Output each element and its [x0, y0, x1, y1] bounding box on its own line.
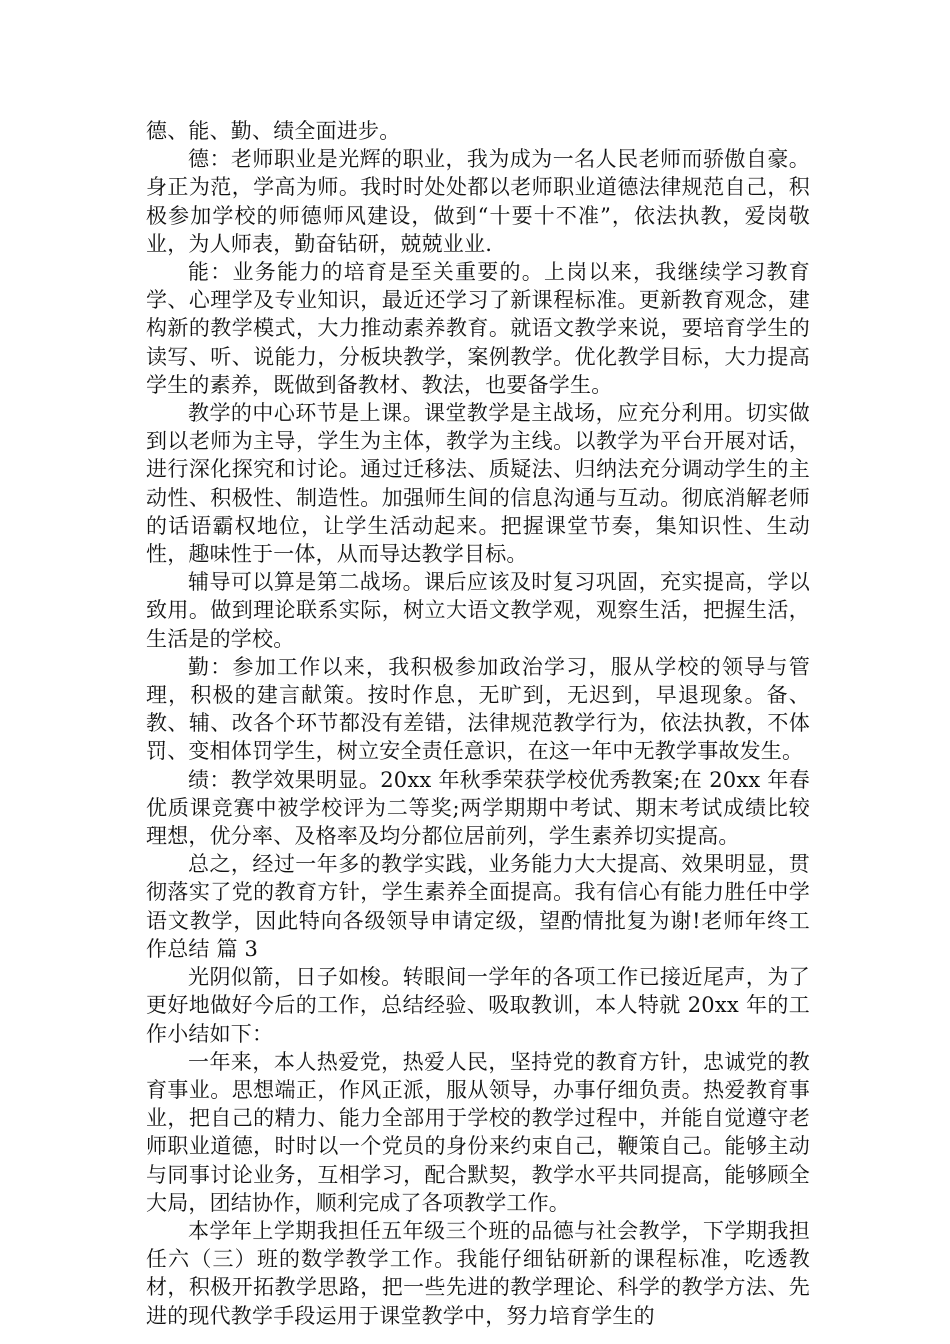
paragraph-teaching-core: 教学的中心环节是上课。课堂教学是主战场，应充分利用。切实做到以老师为主导，学生为主体，教学为主线。以教学为平台开展对话，进行深化探究和讨论。通过迁移法、质疑法、归纳法充分调动学生的主动性、积极性、制造性。加强师生间的信息沟通与互动。彻底消解老师的话语霸权地位，让学生活动起来。把握课堂节奏，集知识性、生动性，趣味性于一体，从而导达教学目标。 — [146, 401, 810, 567]
paragraph-opening: 德、能、勤、绩全面进步。 — [146, 119, 401, 143]
paragraph-conclusion: 总之，经过一年多的教学实践，业务能力大大提高、效果明显，贯彻落实了党的教育方针，学生素养全面提高。我有信心有能力胜任中学语文教学，因此特向各级领导申请定级，望酌情批复为谢!老师年终工作总结 篇 3 — [146, 852, 810, 961]
paragraph-ability: 能：业务能力的培育是至关重要的。上岗以来，我继续学习教育学、心理学及专业知识，最近还学习了新课程标准。更新教育观念，建构新的教学模式，大力推动素养教育。就语文教学来说，要培育学生的读写、听、说能力，分板块教学，案例教学。优化教学目标，大力提高学生的素养，既做到备教材、教法，也要备学生。 — [146, 260, 810, 397]
paragraph-achievement: 绩：教学效果明显。20xx 年秋季荣获学校优秀教案;在 20xx 年春优质课竞赛中被学校评为二等奖;两学期期中考试、期末考试成绩比较理想，优分率、及格率及均分都位居前列，学生素养切实提高。 — [146, 767, 810, 849]
paragraph-tutoring: 辅导可以算是第二战场。课后应该及时复习巩固，充实提高，学以致用。做到理论联系实际，树立大语文教学观，观察生活，把握生活，生活是的学校。 — [146, 570, 810, 651]
paragraph-year-review: 一年来，本人热爱党，热爱人民，坚持党的教育方针，忠诚党的教育事业。思想端正，作风正派，服从领导，办事仔细负责。热爱教育事业，把自己的精力、能力全部用于学校的教学过程中，并能自觉遵守老师职业道德，时时以一个党员的身份来约束自己，鞭策自己。能够主动与同事讨论业务，互相学习，配合默契，教学水平共同提高，能够顾全大局，团结协作，顺利完成了各项教学工作。 — [146, 1049, 810, 1215]
paragraph-teaching-duties: 本学年上学期我担任五年级三个班的品德与社会教学，下学期我担任六（三）班的数学教学工作。我能仔细钻研新的课程标准，吃透教材，积极开拓教学思路，把一些先进的教学理论、科学的教学方法、先进的现代教学手段运用于课堂教学中，努力培育学生的 — [146, 1218, 810, 1328]
document-body — [146, 117, 810, 1330]
paragraph-intro-part3: 光阴似箭，日子如梭。转眼间一学年的各项工作已接近尾声，为了更好地做好今后的工作，总结经验、吸取教训，本人特就 20xx 年的工作小结如下： — [146, 965, 810, 1046]
paragraph-morality: 德：老师职业是光辉的职业，我为成为一名人民老师而骄傲自豪。身正为范，学高为师。我时时处处都以老师职业道德法律规范自己，积极参加学校的师德师风建设，做到“十要十不准”，依法执教，爱岗敬业，为人师表，勤奋钻研，兢兢业业. — [146, 147, 810, 256]
paragraph-diligence: 勤：参加工作以来，我积极参加政治学习，服从学校的领导与管理，积极的建言献策。按时作息，无旷到，无迟到，早退现象。备、教、辅、改各个环节都没有差错，法律规范教学行为，依法执教，不体罚、变相体罚学生，树立安全责任意识，在这一年中无教学事故发生。 — [146, 654, 810, 764]
